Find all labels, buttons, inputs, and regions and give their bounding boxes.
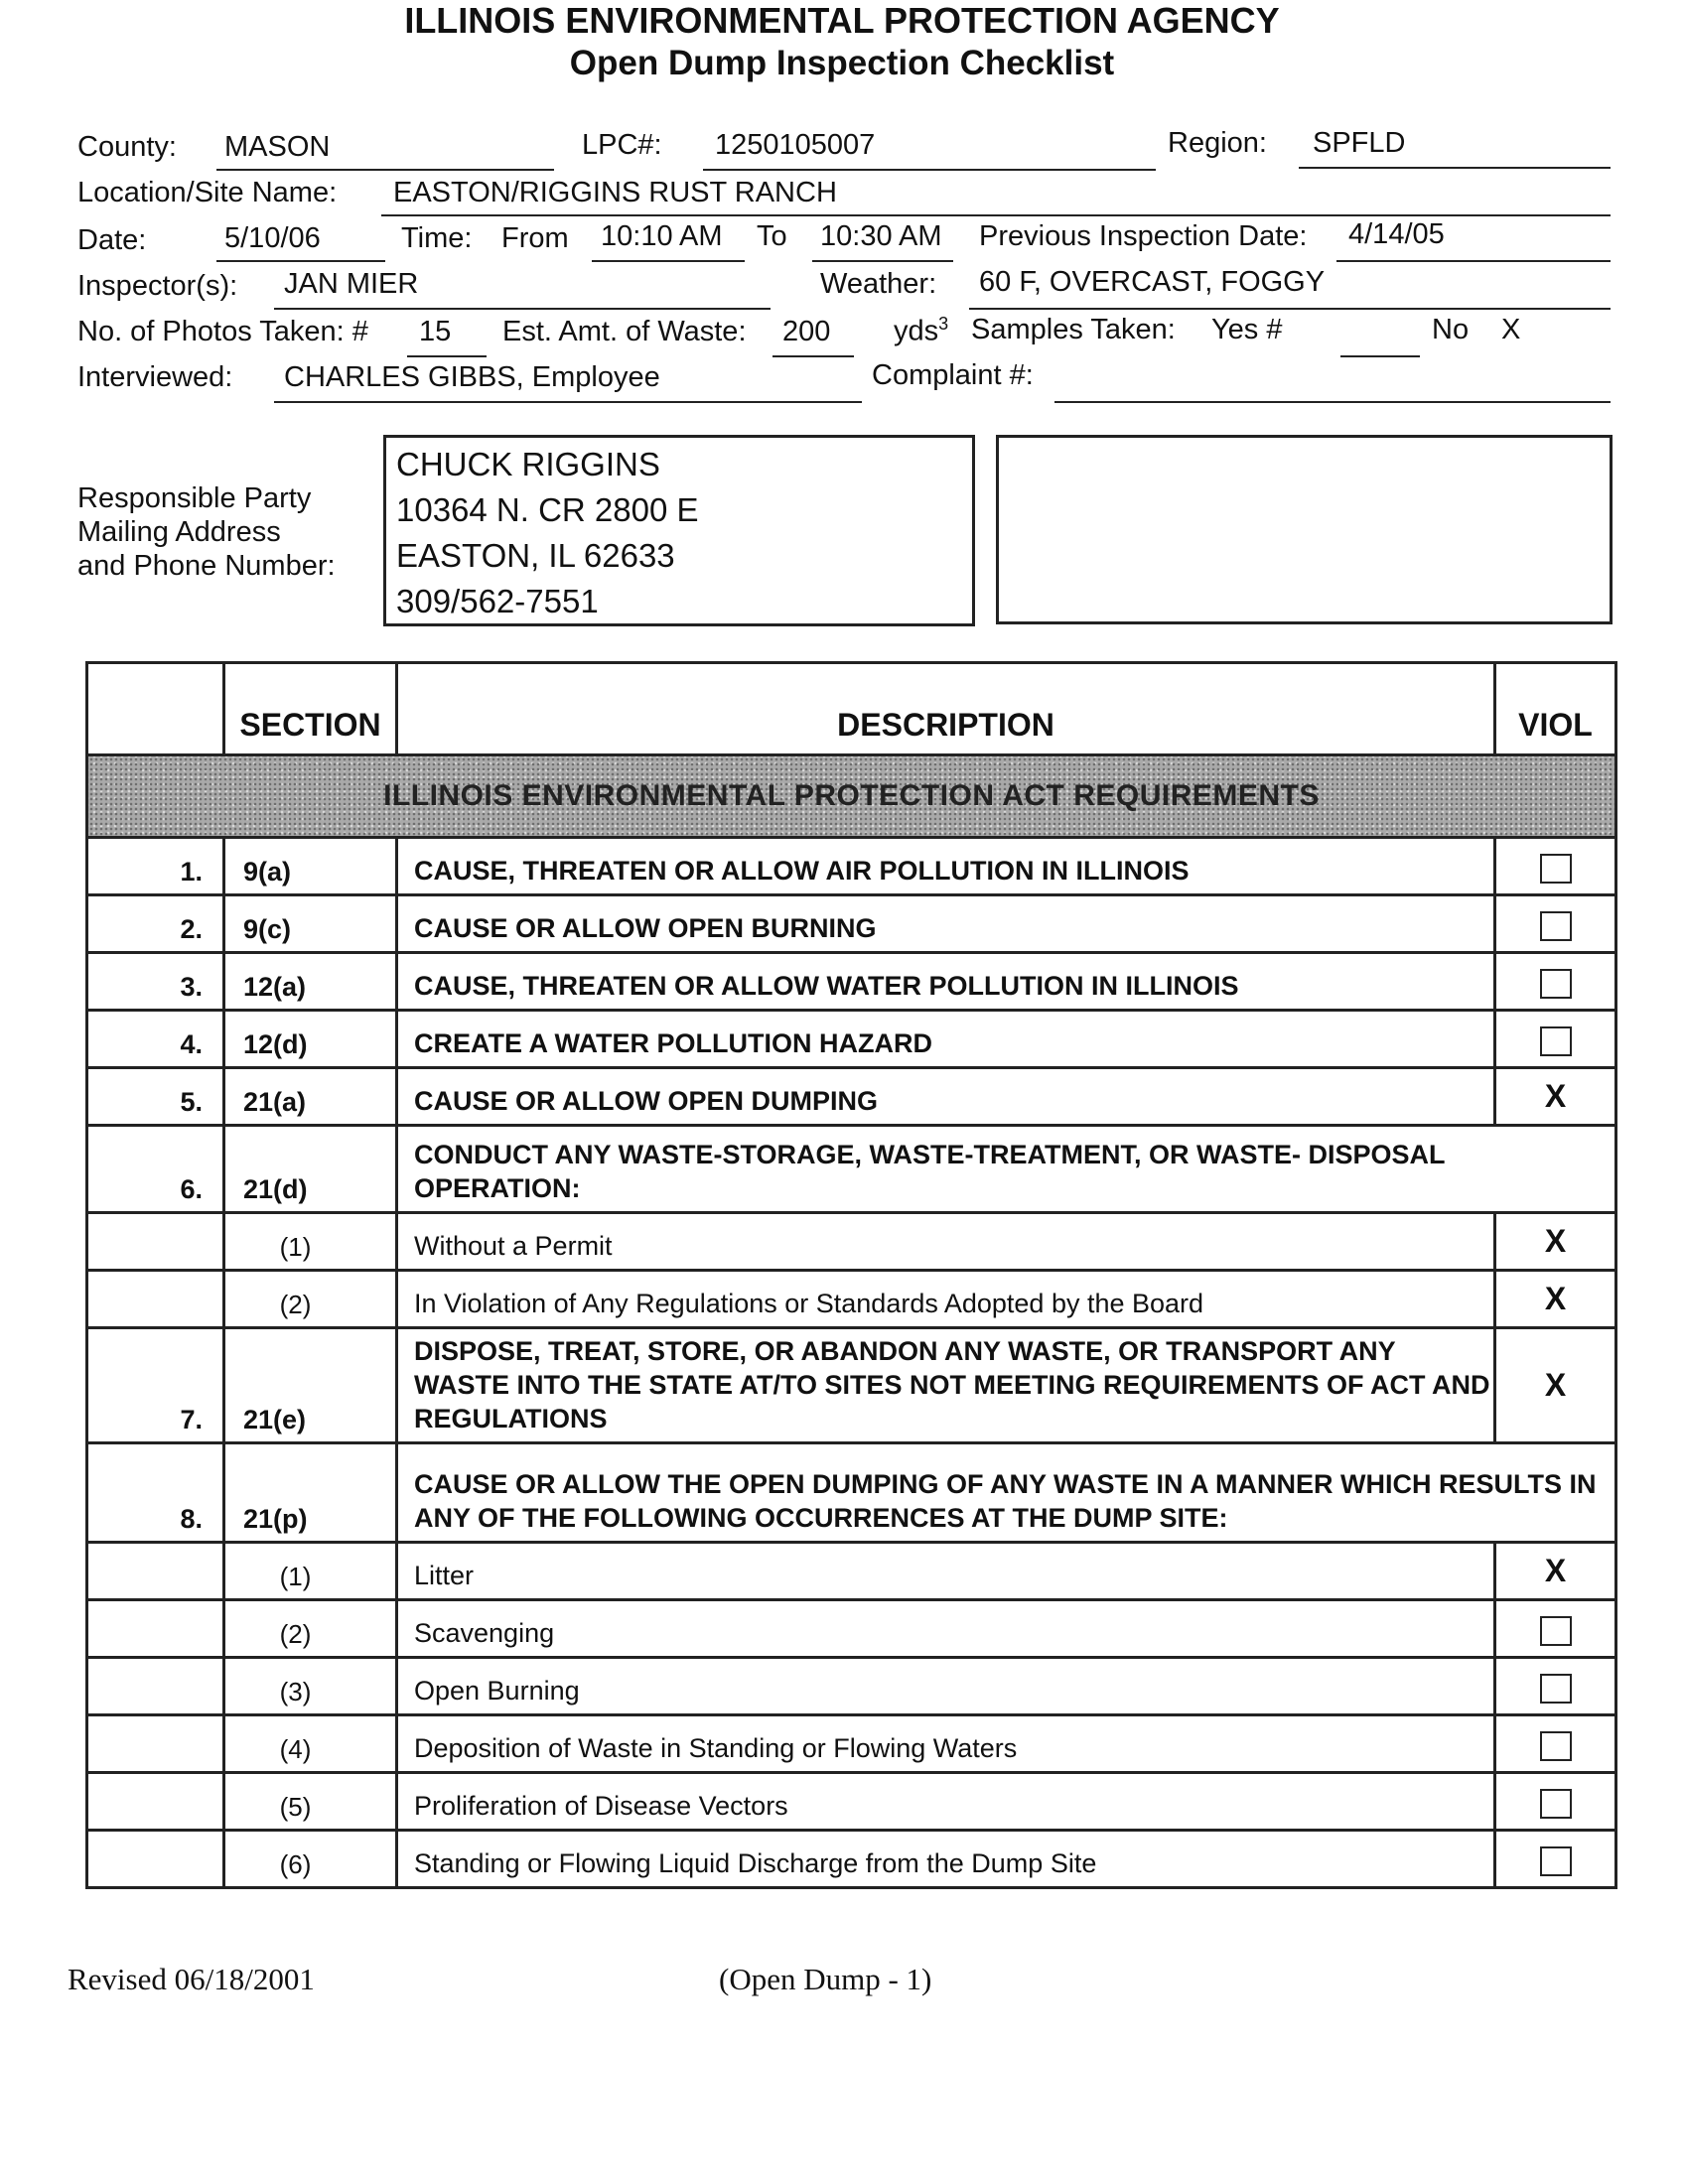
county-label: County:: [77, 131, 177, 163]
waste-label: Est. Amt. of Waste:: [502, 316, 747, 347]
interviewed-label: Interviewed:: [77, 361, 233, 393]
time-to-value: 10:30 AM: [820, 220, 942, 252]
row-number: 4.: [87, 1011, 224, 1068]
table-row: [87, 895, 1616, 953]
weather-value: 60 F, OVERCAST, FOGGY: [979, 266, 1326, 298]
complaint-underline: [1054, 401, 1611, 403]
violation-cell: [1495, 838, 1616, 895]
county-underline: [216, 169, 554, 171]
header-description: DESCRIPTION: [397, 663, 1495, 755]
violation-cell: [1495, 1213, 1616, 1271]
subsection: (1): [224, 1543, 397, 1600]
table-row: [87, 953, 1616, 1011]
requirement-description: Deposition of Waste in Standing or Flowing Waters: [397, 1715, 1495, 1773]
waste-underline: [772, 355, 854, 357]
subsection: (4): [224, 1715, 397, 1773]
date-value: 5/10/06: [224, 222, 321, 254]
violation-checkbox[interactable]: [1540, 969, 1572, 999]
agency-title: ILLINOIS ENVIRONMENTAL PROTECTION AGENCY: [404, 0, 1280, 41]
header-section: SECTION: [224, 663, 397, 755]
row-number: [87, 1831, 224, 1888]
responsible-name: CHUCK RIGGINS: [396, 446, 660, 482]
banner-row: [87, 755, 1616, 838]
violation-checkbox[interactable]: [1540, 1789, 1572, 1819]
row-number: [87, 1658, 224, 1715]
requirements-table: [85, 661, 1617, 1889]
responsible-label-line-2: Mailing Address: [77, 516, 281, 548]
violation-mark: X: [1544, 1367, 1567, 1403]
violation-mark: X: [1544, 1553, 1567, 1588]
time-to-underline: [812, 260, 953, 262]
row-number: [87, 1543, 224, 1600]
responsible-label: [77, 481, 336, 583]
row-number: [87, 1600, 224, 1658]
violation-cell: [1495, 1658, 1616, 1715]
requirement-description: Without a Permit: [397, 1213, 1495, 1271]
table-row: [87, 1831, 1616, 1888]
samples-no-value: X: [1501, 314, 1521, 345]
table-row: [87, 1126, 1616, 1213]
requirement-description: CONDUCT ANY WASTE-STORAGE, WASTE-TREATMENT, OR WASTE- DISPOSAL OPERATION:: [397, 1126, 1616, 1213]
requirement-description: DISPOSE, TREAT, STORE, OR ABANDON ANY WASTE, OR TRANSPORT ANY WASTE INTO THE STATE AT/TO SITES NOT MEETING REQUIREMENTS OF ACT AND REGULATIONS: [397, 1328, 1495, 1443]
table-row: [87, 1773, 1616, 1831]
requirement-description: Litter: [397, 1543, 1495, 1600]
requirement-description: Open Burning: [397, 1658, 1495, 1715]
requirement-description: CAUSE OR ALLOW OPEN BURNING: [397, 895, 1495, 953]
samples-no-label: No: [1432, 314, 1470, 345]
site-label: Location/Site Name:: [77, 177, 338, 208]
prev-date-value: 4/14/05: [1348, 218, 1445, 250]
section-number: 9(c): [224, 895, 397, 953]
header-num-cell: [87, 663, 224, 755]
section-number: 12(a): [224, 953, 397, 1011]
photos-label: No. of Photos Taken: #: [77, 316, 368, 347]
photos-underline: [407, 355, 487, 357]
site-value: EASTON/RIGGINS RUST RANCH: [393, 177, 837, 208]
waste-value: 200: [782, 316, 831, 347]
section-number: 9(a): [224, 838, 397, 895]
row-number: 3.: [87, 953, 224, 1011]
row-number: [87, 1715, 224, 1773]
requirements-body: [87, 838, 1616, 1888]
row-number: [87, 1271, 224, 1328]
region-label: Region:: [1168, 127, 1267, 159]
section-number: 21(e): [224, 1328, 397, 1443]
subsection: (5): [224, 1773, 397, 1831]
complaint-label: Complaint #:: [872, 359, 1034, 391]
violation-cell: [1495, 1773, 1616, 1831]
to-label: To: [757, 220, 787, 252]
blank-address-box: [996, 435, 1613, 624]
table-row: [87, 1543, 1616, 1600]
region-underline: [1299, 167, 1611, 169]
row-number: 5.: [87, 1068, 224, 1126]
table-row: [87, 1658, 1616, 1715]
violation-checkbox[interactable]: [1540, 911, 1572, 941]
time-from-value: 10:10 AM: [601, 220, 723, 252]
violation-checkbox[interactable]: [1540, 854, 1572, 884]
table-header-row: [87, 663, 1616, 755]
region-value: SPFLD: [1313, 127, 1406, 159]
date-underline: [216, 260, 385, 262]
requirement-description: Standing or Flowing Liquid Discharge from the Dump Site: [397, 1831, 1495, 1888]
row-number: 6.: [87, 1126, 224, 1213]
waste-unit: [894, 314, 948, 348]
row-number: [87, 1213, 224, 1271]
violation-cell: [1495, 953, 1616, 1011]
row-number: [87, 1773, 224, 1831]
table-row: [87, 1068, 1616, 1126]
table-row: [87, 1443, 1616, 1543]
site-underline: [381, 214, 1611, 216]
weather-underline: [969, 308, 1611, 310]
inspector-value: JAN MIER: [284, 268, 419, 300]
requirement-description: CREATE A WATER POLLUTION HAZARD: [397, 1011, 1495, 1068]
waste-unit-text: yds: [894, 315, 939, 347]
responsible-label-line-1: Responsible Party: [77, 482, 312, 514]
violation-checkbox[interactable]: [1540, 1731, 1572, 1761]
violation-cell: [1495, 1011, 1616, 1068]
lpc-value: 1250105007: [715, 129, 876, 161]
time-label: Time:: [401, 222, 473, 254]
responsible-street: 10364 N. CR 2800 E: [396, 491, 699, 528]
violation-cell: [1495, 1831, 1616, 1888]
date-label: Date:: [77, 224, 147, 256]
photos-value: 15: [419, 316, 452, 347]
requirement-description: CAUSE, THREATEN OR ALLOW AIR POLLUTION IN ILLINOIS: [397, 838, 1495, 895]
samples-label: Samples Taken:: [971, 314, 1176, 345]
row-number: 8.: [87, 1443, 224, 1543]
table-row: [87, 1271, 1616, 1328]
violation-cell: [1495, 1543, 1616, 1600]
violation-cell: [1495, 1271, 1616, 1328]
waste-unit-superscript: 3: [938, 314, 949, 334]
violation-cell: [1495, 1068, 1616, 1126]
violation-mark: X: [1544, 1223, 1567, 1259]
table-row: [87, 1600, 1616, 1658]
form-title: Open Dump Inspection Checklist: [569, 44, 1115, 82]
violation-cell: [1495, 1600, 1616, 1658]
requirement-description: CAUSE OR ALLOW THE OPEN DUMPING OF ANY WASTE IN A MANNER WHICH RESULTS IN ANY OF THE FOLLOWING OCCURRENCES AT THE DUMP SITE:: [397, 1443, 1616, 1543]
inspector-underline: [274, 308, 771, 310]
from-label: From: [501, 222, 569, 254]
violation-checkbox[interactable]: [1540, 1846, 1572, 1876]
section-number: 21(d): [224, 1126, 397, 1213]
time-from-underline: [592, 260, 745, 262]
header-viol: VIOL: [1495, 663, 1616, 755]
responsible-label-line-3: and Phone Number:: [77, 550, 336, 582]
violation-mark: X: [1544, 1078, 1567, 1114]
requirement-description: CAUSE OR ALLOW OPEN DUMPING: [397, 1068, 1495, 1126]
responsible-address-box: [383, 435, 975, 626]
samples-yes-underline: [1340, 355, 1420, 357]
samples-yes-label: Yes #: [1211, 314, 1283, 345]
section-number: 12(d): [224, 1011, 397, 1068]
section-number: 21(p): [224, 1443, 397, 1543]
violation-cell: [1495, 1328, 1616, 1443]
subsection: (2): [224, 1271, 397, 1328]
interviewed-underline: [274, 401, 862, 403]
revised-date: Revised 06/18/2001: [68, 1962, 315, 1996]
violation-cell: [1495, 895, 1616, 953]
prev-date-underline: [1336, 260, 1611, 262]
table-row: [87, 1011, 1616, 1068]
row-number: 2.: [87, 895, 224, 953]
requirement-description: Scavenging: [397, 1600, 1495, 1658]
page-label: (Open Dump - 1): [719, 1962, 932, 1996]
violation-checkbox[interactable]: [1540, 1616, 1572, 1646]
table-row: [87, 1213, 1616, 1271]
section-number: 21(a): [224, 1068, 397, 1126]
subsection: (3): [224, 1658, 397, 1715]
county-value: MASON: [224, 131, 331, 163]
responsible-phone: 309/562-7551: [396, 583, 599, 619]
row-number: 7.: [87, 1328, 224, 1443]
prev-date-label: Previous Inspection Date:: [979, 220, 1308, 252]
subsection: (1): [224, 1213, 397, 1271]
lpc-underline: [703, 169, 1156, 171]
interviewed-value: CHARLES GIBBS, Employee: [284, 361, 660, 393]
table-row: [87, 1328, 1616, 1443]
subsection: (6): [224, 1831, 397, 1888]
violation-checkbox[interactable]: [1540, 1026, 1572, 1056]
row-number: 1.: [87, 838, 224, 895]
requirement-description: Proliferation of Disease Vectors: [397, 1773, 1495, 1831]
requirement-description: In Violation of Any Regulations or Standards Adopted by the Board: [397, 1271, 1495, 1328]
act-requirements-banner: ILLINOIS ENVIRONMENTAL PROTECTION ACT REQUIREMENTS: [87, 755, 1616, 838]
weather-label: Weather:: [820, 268, 937, 300]
lpc-label: LPC#:: [582, 129, 662, 161]
requirement-description: CAUSE, THREATEN OR ALLOW WATER POLLUTION IN ILLINOIS: [397, 953, 1495, 1011]
violation-checkbox[interactable]: [1540, 1674, 1572, 1704]
table-row: [87, 1715, 1616, 1773]
violation-mark: X: [1544, 1281, 1567, 1316]
inspector-label: Inspector(s):: [77, 270, 238, 302]
violation-cell: [1495, 1715, 1616, 1773]
subsection: (2): [224, 1600, 397, 1658]
table-row: [87, 838, 1616, 895]
responsible-city: EASTON, IL 62633: [396, 537, 675, 574]
